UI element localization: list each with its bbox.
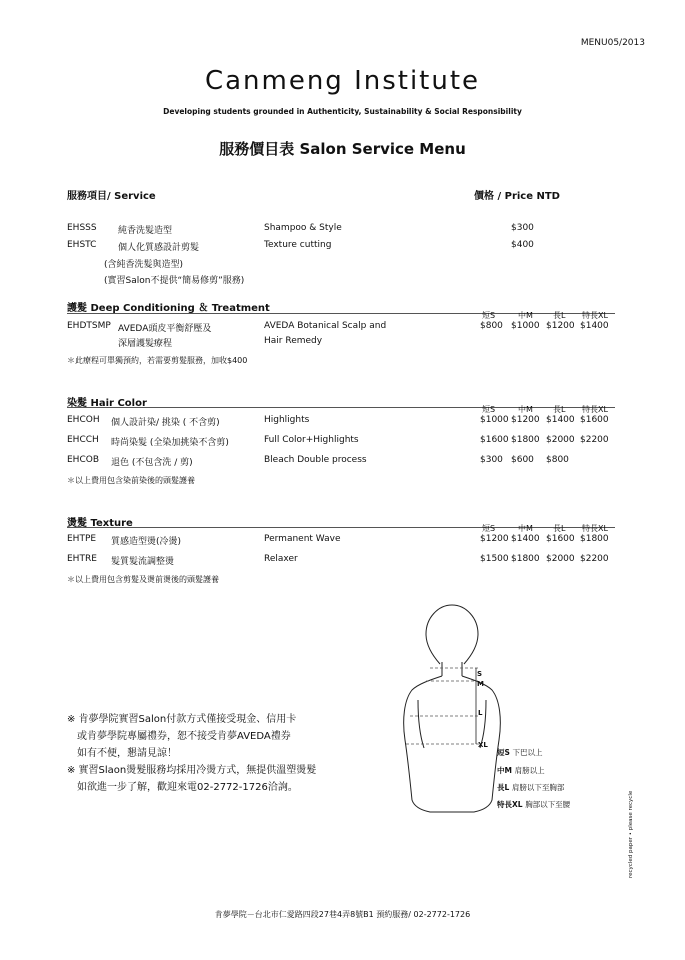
service-name-en: Hair Remedy [264, 336, 323, 346]
service-price: $1200 [511, 415, 540, 425]
legend-item [497, 782, 564, 793]
legend-item [497, 799, 570, 810]
service-price: $1600 [480, 435, 509, 445]
service-name-en: Relaxer [264, 554, 298, 564]
service-name-zh: 退色 (不包含洗 / 剪) [111, 458, 193, 468]
service-name-en: Shampoo & Style [264, 223, 342, 233]
menu-code: MENU05/2013 [580, 38, 645, 48]
service-price: $600 [511, 455, 534, 465]
price-column-header: 價格 / Price NTD [474, 191, 560, 202]
legend-size: 中M [497, 766, 512, 775]
size-label: 長L [553, 524, 566, 533]
service-price: $1800 [511, 554, 540, 564]
service-name-zh: 時尚染髮 (全染加挑染不含剪) [111, 438, 229, 448]
service-code: EHCOH [67, 415, 100, 425]
size-label: 短S [482, 405, 496, 414]
size-label: 短S [482, 524, 496, 533]
legend-desc: 肩膀以下至胸部 [511, 783, 565, 792]
service-name-en: Bleach Double process [264, 455, 367, 465]
service-name-en: Texture cutting [264, 240, 332, 250]
size-marker: XL [478, 741, 488, 749]
legend-item [497, 765, 545, 776]
service-price: $2000 [546, 435, 575, 445]
notice-line: 如欲進一步了解，歡迎來電02-2772-1726洽詢。 [67, 782, 298, 793]
size-marker: M [477, 680, 484, 688]
notice-line: ※ 肯夢學院實習Salon付款方式僅接受現金、信用卡 [67, 714, 297, 725]
service-code: EHTPE [67, 534, 97, 544]
service-price: $1400 [580, 321, 609, 331]
service-code: EHCOB [67, 455, 99, 465]
size-label: 短S [482, 311, 496, 320]
notice-line: ※ 實習Slaon燙髮服務均採用冷燙方式，無提供溫塑燙髮 [67, 765, 317, 776]
service-price: $800 [546, 455, 569, 465]
legend-desc: 下巴以上 [512, 748, 543, 757]
service-name-zh: AVEDA頭皮平衡舒壓及 [118, 324, 212, 334]
size-marker: L [478, 709, 483, 717]
service-price: $800 [480, 321, 503, 331]
recycle-note-text: recycled paper • please recycle [628, 790, 634, 878]
service-name-zh: 個人化質感設計剪髮 [118, 243, 200, 253]
service-name-zh: 質感造型燙(冷燙) [111, 537, 182, 547]
service-price: $1800 [580, 534, 609, 544]
footer-address: 肯夢學院－台北市仁愛路四段27巷4弄8號B1 預約服務/ 02-2772-1726 [214, 910, 471, 919]
service-code: EHSTC [67, 240, 97, 250]
size-label: 特長XL [582, 311, 608, 320]
legend-desc: 肩膀以上 [514, 766, 545, 775]
service-price: $1600 [546, 534, 575, 544]
service-code: EHDTSMP [67, 321, 111, 331]
service-price: $2200 [580, 435, 609, 445]
page-title: 服務價目表 Salon Service Menu [219, 140, 466, 158]
notice-line: 或肯夢學院專屬禮券，恕不接受肯夢AVEDA禮券 [67, 731, 291, 742]
size-label: 長L [553, 405, 566, 414]
section-title-color: 染髮 Hair Color [67, 398, 147, 409]
size-label: 特長XL [582, 405, 608, 414]
legend-size: 長L [497, 783, 510, 792]
service-price: $300 [511, 223, 534, 233]
service-name-zh: 髮質髮流調整燙 [111, 557, 175, 567]
section-title-texture: 燙髮 Texture [67, 518, 133, 529]
service-note: (實習Salon不提供“簡易修剪”服務) [104, 276, 245, 286]
service-note: (含純香洗髮與造型) [104, 260, 184, 270]
service-price: $1200 [480, 534, 509, 544]
section-note: ＊以上費用包含染前染後的頭髮護養 [67, 476, 195, 485]
service-price: $2200 [580, 554, 609, 564]
legend-size: 特長XL [497, 800, 523, 809]
service-price: $1000 [480, 415, 509, 425]
service-price: $1600 [580, 415, 609, 425]
service-name-en: Full Color+Highlights [264, 435, 359, 445]
service-name-zh: 純香洗髮造型 [118, 226, 173, 236]
legend-desc: 胸部以下至腰 [525, 800, 571, 809]
service-price: $1200 [546, 321, 575, 331]
size-label: 中M [518, 405, 533, 414]
size-label: 特長XL [582, 524, 608, 533]
service-name-zh: 個人設計染/ 挑染 ( 不含剪) [111, 418, 220, 428]
service-name-en: Highlights [264, 415, 310, 425]
size-label: 長L [553, 311, 566, 320]
size-label: 中M [518, 524, 533, 533]
service-price: $1400 [546, 415, 575, 425]
service-name-en: Permanent Wave [264, 534, 341, 544]
tagline: Developing students grounded in Authenticity, Sustainability & Social Responsibility [163, 107, 522, 116]
recycle-note [628, 790, 638, 878]
service-price: $300 [480, 455, 503, 465]
legend-size: 短S [497, 748, 510, 757]
brand-title: Canmeng Institute [204, 66, 481, 96]
service-price: $1400 [511, 534, 540, 544]
service-column-header: 服務項目/ Service [67, 191, 156, 202]
notice-line: 如有不便，懇請見諒！ [67, 748, 177, 759]
service-name-en: AVEDA Botanical Scalp and [264, 321, 387, 331]
service-code: EHSSS [67, 223, 97, 233]
service-price: $1800 [511, 435, 540, 445]
service-code: EHCCH [67, 435, 99, 445]
service-code: EHTRE [67, 554, 97, 564]
service-price: $1500 [480, 554, 509, 564]
service-price: $1000 [511, 321, 540, 331]
size-label: 中M [518, 311, 533, 320]
service-price: $400 [511, 240, 534, 250]
section-note: ＊此療程可單獨預約，若需要剪髮服務，加收$400 [67, 356, 248, 365]
section-note: ＊以上費用包含剪髮及燙前燙後的頭髮護養 [67, 575, 219, 584]
service-name-zh: 深層護髮療程 [118, 339, 173, 349]
service-price: $2000 [546, 554, 575, 564]
size-marker: S [477, 670, 483, 678]
legend-item [497, 747, 543, 758]
section-title-conditioning: 護髮 Deep Conditioning ＆ Treatment [67, 303, 270, 314]
